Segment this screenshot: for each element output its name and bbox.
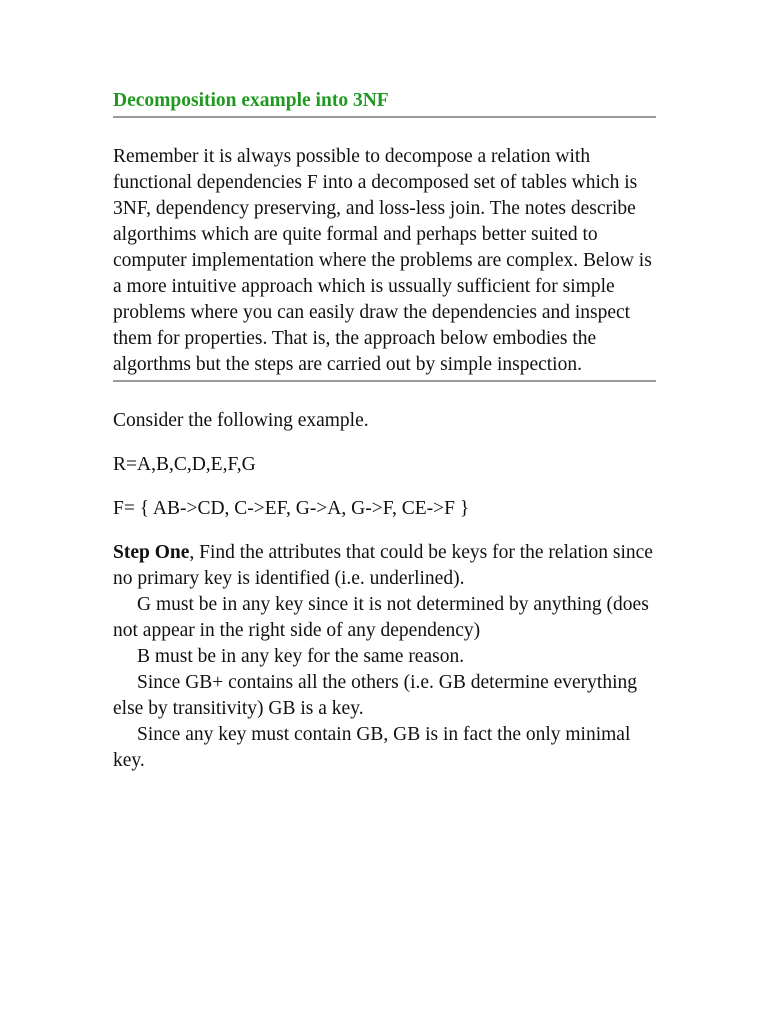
step-one-intro [113,540,656,592]
relation-definition: R=A,B,C,D,E,F,G [113,454,256,475]
step-one-label: Step One [113,542,190,563]
step-one-block [113,540,656,774]
functional-dependencies: F= { AB->CD, C->EF, G->A, G->F, CE->F } [113,498,470,519]
step-one-point: Since GB+ contains all the others (i.e. GB determine everything else by transitivity) GB is a key. [113,672,637,719]
intro-divider [113,380,656,382]
consider-text: Consider the following example. [113,410,369,431]
step-one-point: G must be in any key since it is not determined by anything (does not appear in the right side of any dependency) [113,594,649,641]
document-page [113,88,656,774]
step-one-text: , Find the attributes that could be keys for the relation since no primary key is identified (i.e. underlined). [113,542,653,589]
section-heading: Decomposition example into 3NF [113,90,389,111]
step-one-point: Since any key must contain GB, GB is in fact the only minimal key. [113,724,631,771]
step-one-point: B must be in any key for the same reason. [137,646,465,667]
intro-paragraph: Remember it is always possible to decompose a relation with functional dependencies F into a decomposed set of tables which is 3NF, dependency preserving, and loss-less join. The notes describe algorthims which are quite formal and perhaps better suited to computer implementation where the problems are complex. Below is a more intuitive approach which is ussually sufficient for simple problems where you can easily draw the dependencies and inspect them for properties. That is, the approach below embodies the algorthms but the steps are carried out by simple inspection. [113,146,652,375]
heading-divider [113,116,656,118]
